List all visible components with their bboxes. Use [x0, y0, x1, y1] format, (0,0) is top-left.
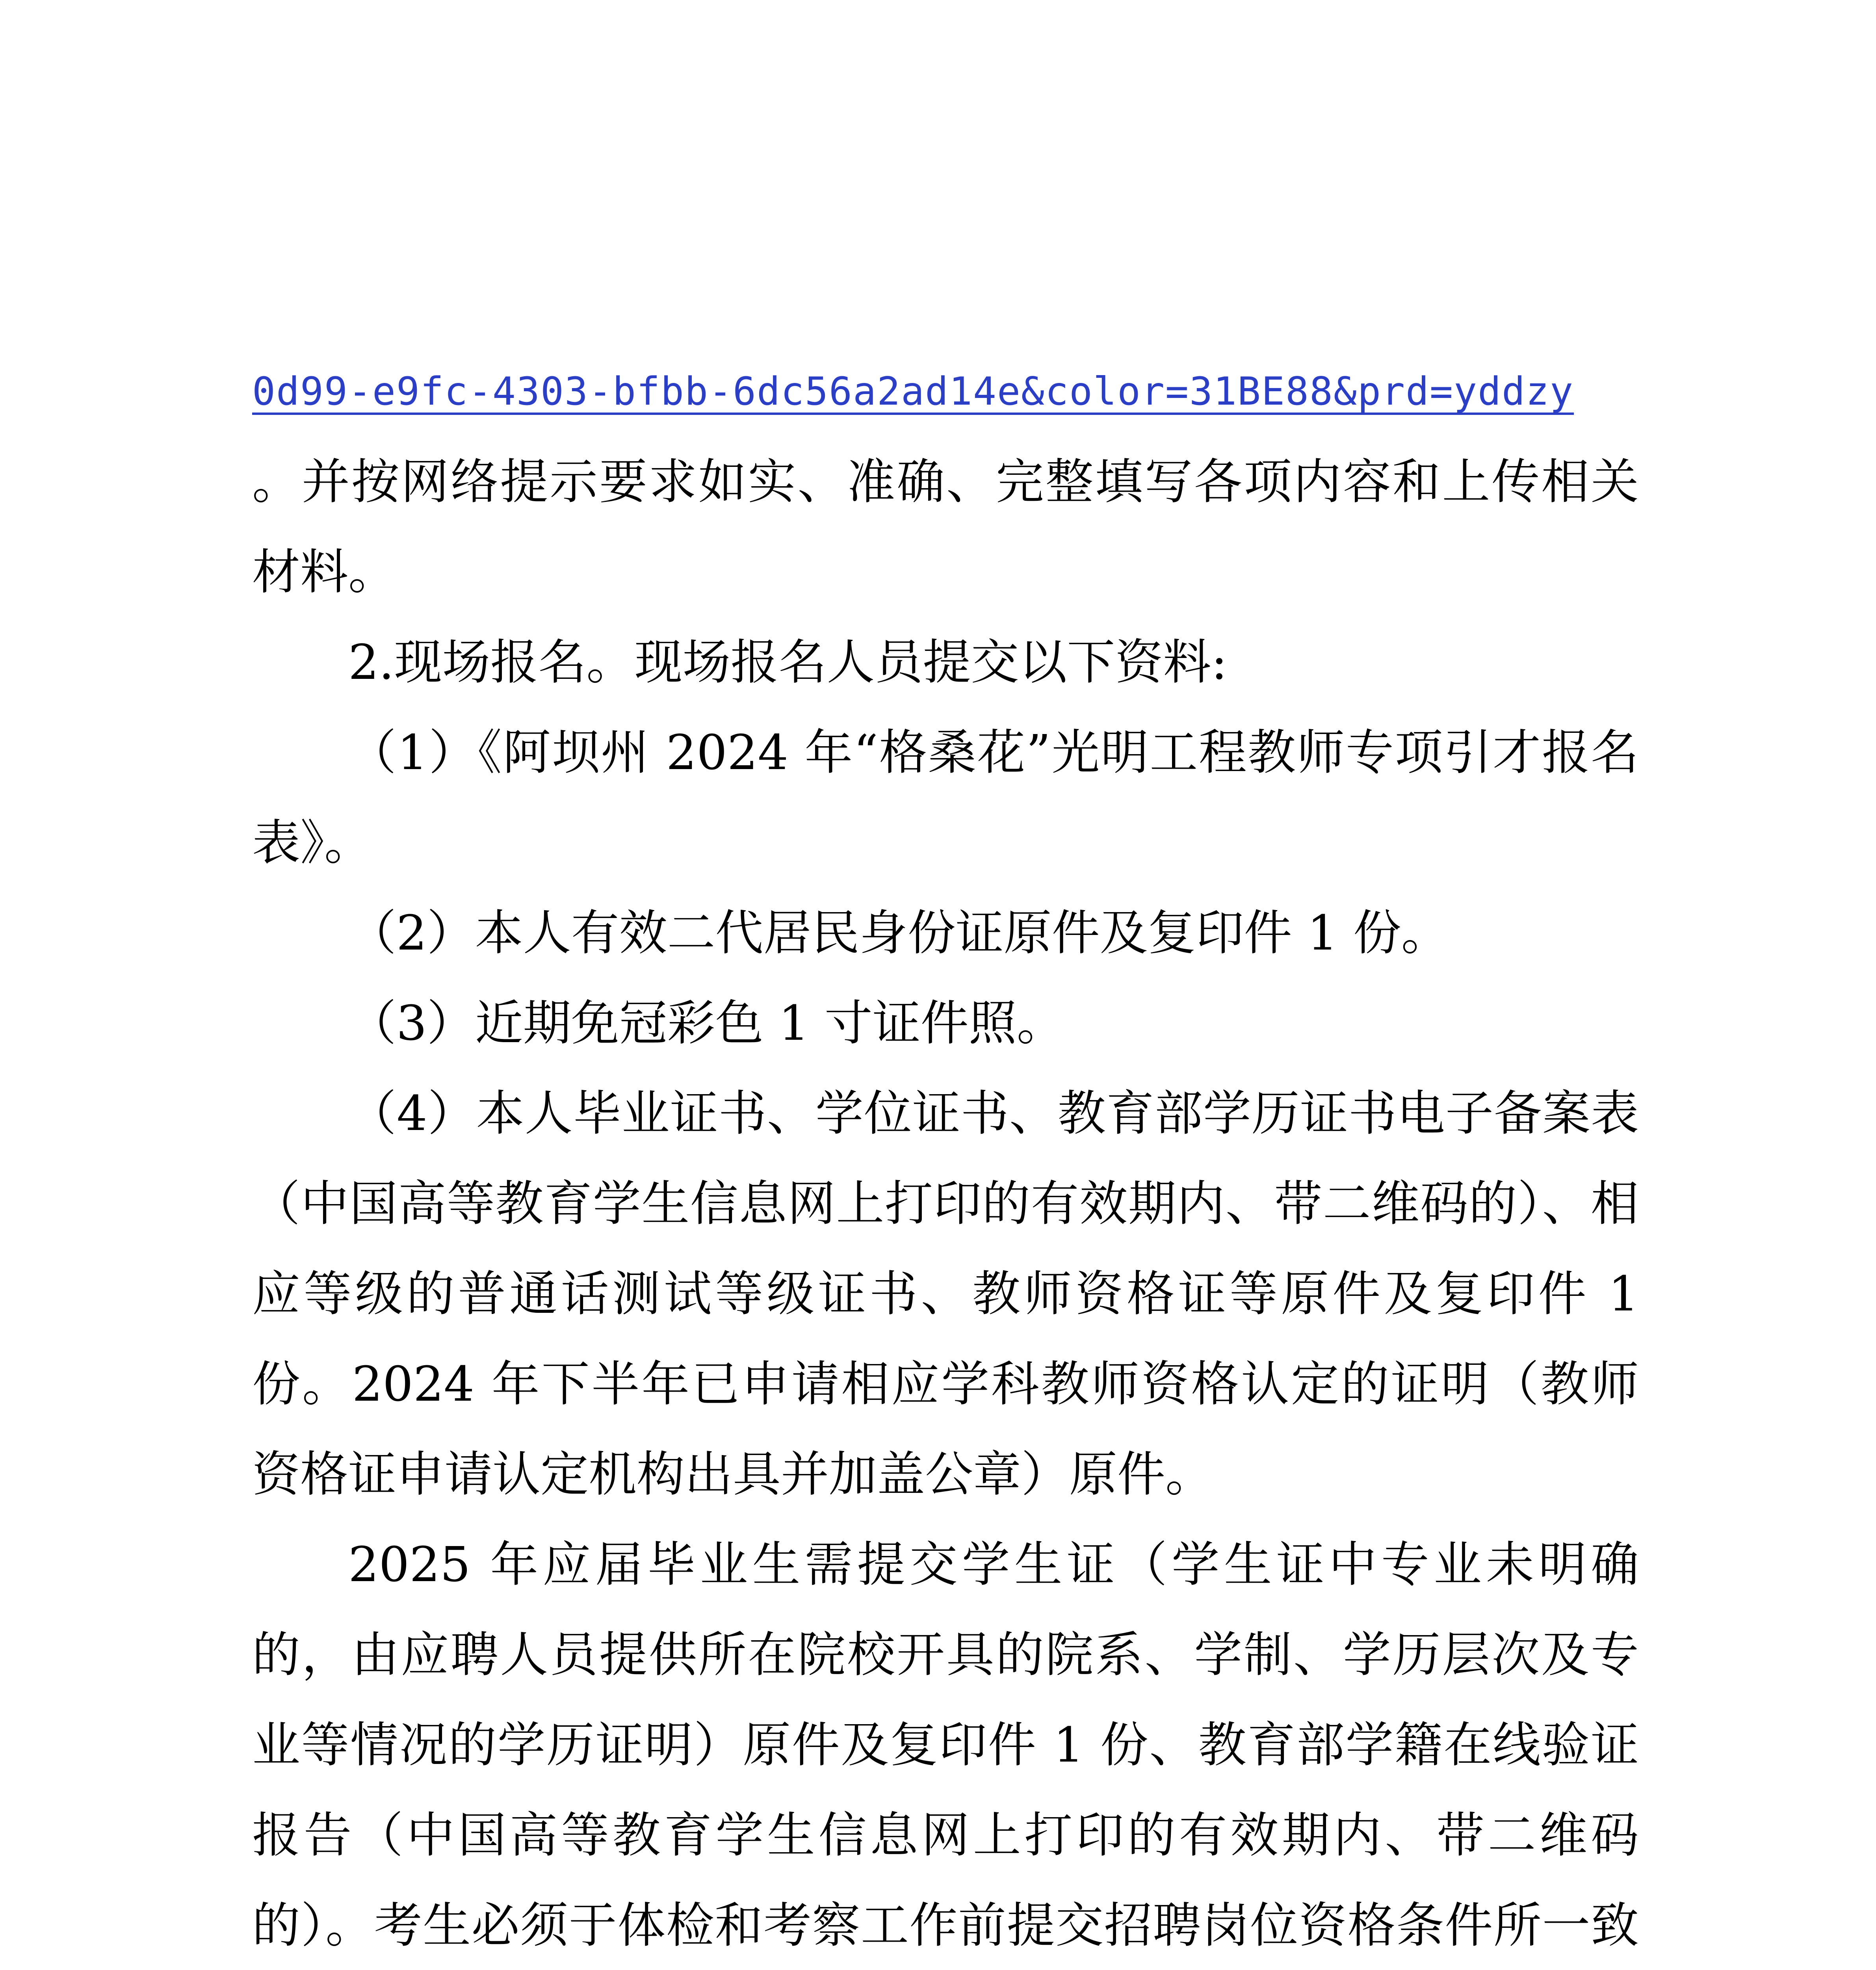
document-body — [252, 347, 1639, 1970]
paragraph-item-4: （4）本人毕业证书、学位证书、教育部学历证书电子备案表（中国高等教育学生信息网上打印的有效期内、带二维码的）、相应等级的普通话测试等级证书、教师资格证等原件及复印件 1 份。2024 年下半年已申请相应学科教师资格认定的证明（教师资格证申请认定机构出具并加盖公章）原件。 — [252, 1085, 1639, 1502]
paragraph-item-2: （2）本人有效二代居民身份证原件及复印件 1 份。 — [348, 905, 1449, 961]
paragraph-item-3: （3）近期免冠彩色 1 寸证件照。 — [348, 995, 1065, 1051]
registration-link[interactable]: 0d99-e9fc-4303-bfbb-6dc56a2ad14e&color=31BE88&prd=yddzy — [252, 369, 1574, 414]
paragraph-continuation: 。并按网络提示要求如实、准确、完整填写各项内容和上传相关材料。 — [252, 454, 1639, 600]
paragraph-onsite-registration: 2.现场报名。现场报名人员提交以下资料: — [348, 634, 1228, 690]
paragraph-graduates-2025: 2025 年应届毕业生需提交学生证（学生证中专业未明确的，由应聘人员提供所在院校开具的院系、学制、学历层次及专业等情况的学历证明）原件及复印件 1 份、教育部学籍在线验证报告（中国高等教育学生信息网上打印的有效期内、带二维码的）。考生必须于体检和考察工作前提交招聘岗位资格条件所一致 — [252, 1537, 1639, 1953]
paragraph-item-1: （1）《阿坝州 2024 年“格桑花”光明工程教师专项引才报名表》。 — [252, 725, 1639, 871]
